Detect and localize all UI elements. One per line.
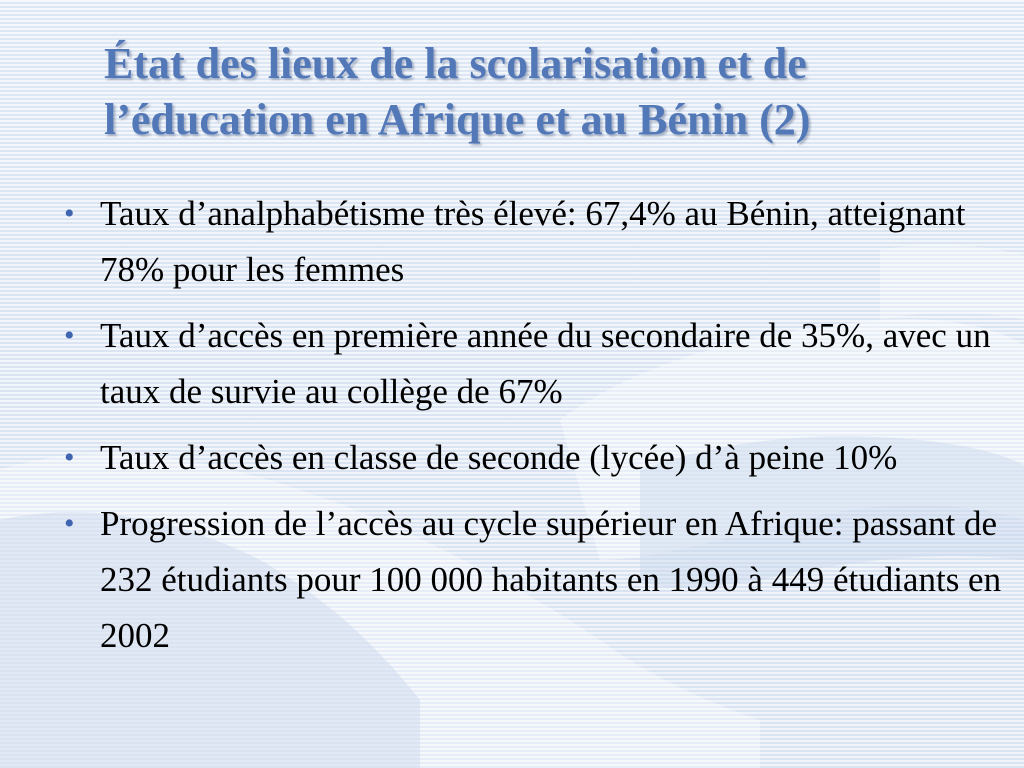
bullet-text: Progression de l’accès au cycle supérieur en Afrique: passant de 232 étudiants pour 100 000 habitants en 1990 à 449 étudiants en 2002 <box>100 504 1002 655</box>
bullet-item <box>60 186 1010 298</box>
bullet-item <box>60 308 1010 420</box>
bullet-item <box>60 430 1010 486</box>
bullet-icon: • <box>64 441 75 474</box>
bullet-icon: • <box>64 507 75 540</box>
bullet-text: Taux d’accès en classe de seconde (lycée) d’à peine 10% <box>100 438 898 477</box>
bullet-icon: • <box>64 197 75 230</box>
bullet-list <box>60 186 1010 674</box>
bullet-text: Taux d’accès en première année du secondaire de 35%, avec un taux de survie au collège de 67% <box>100 316 991 411</box>
bullet-item <box>60 496 1010 664</box>
bullet-icon: • <box>64 319 75 352</box>
slide-title: État des lieux de la scolarisation et de l’éducation en Afrique et au Bénin (2) <box>104 39 811 144</box>
bullet-text: Taux d’analphabétisme très élevé: 67,4% au Bénin, atteignant 78% pour les femmes <box>100 194 966 289</box>
